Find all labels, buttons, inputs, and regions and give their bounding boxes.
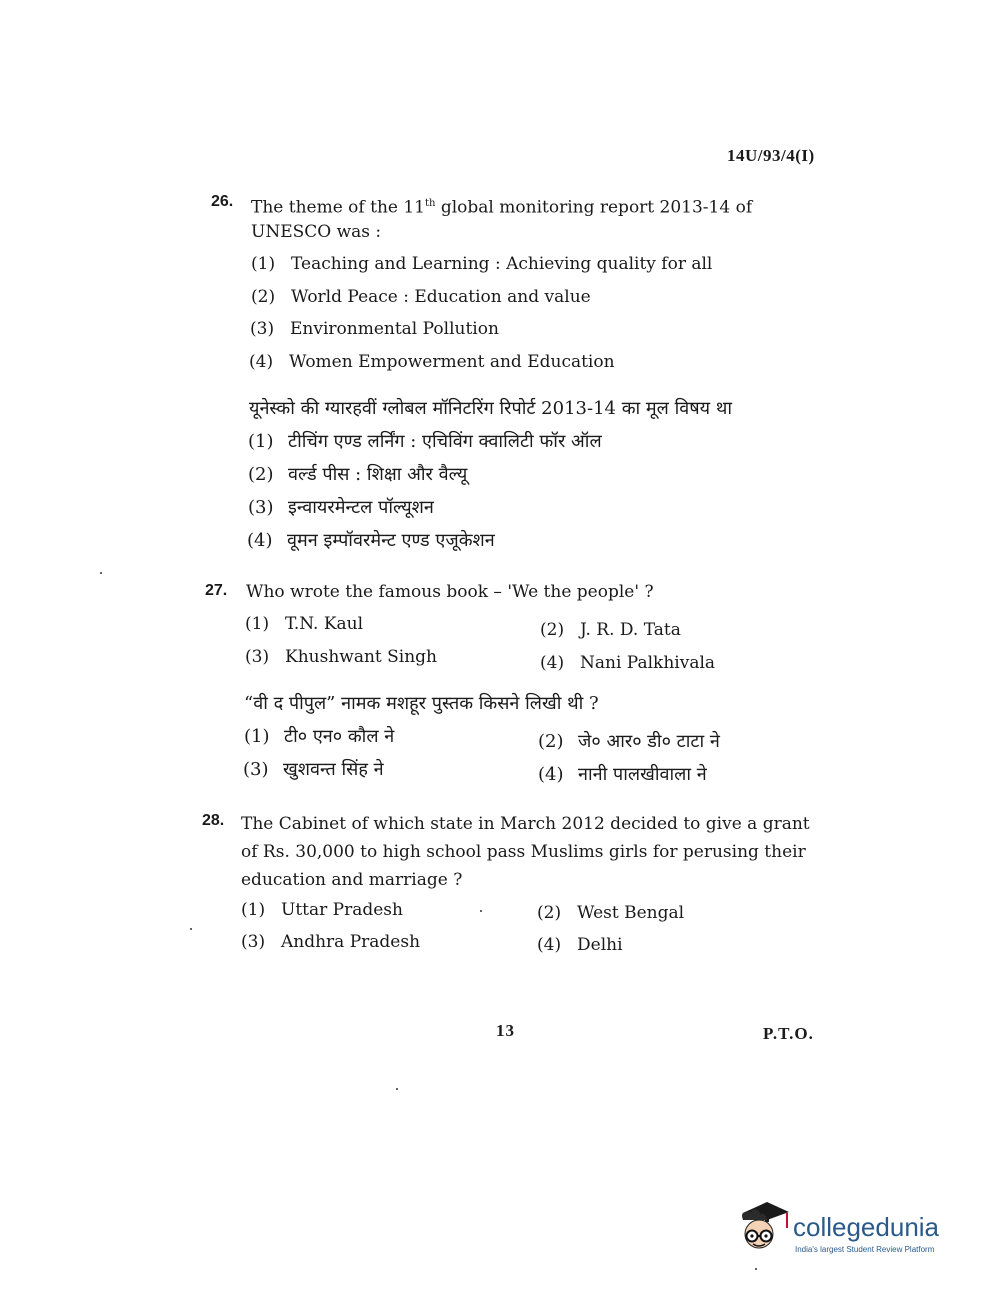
question-text: Who wrote the famous book – 'We the people' ? (246, 582, 654, 602)
option (251, 254, 712, 274)
option-number: (1) (244, 726, 270, 747)
option-text: Delhi (577, 935, 623, 955)
option-hindi (248, 462, 467, 486)
mascot-icon (735, 1198, 791, 1260)
option-hindi (538, 729, 720, 753)
option-text: Teaching and Learning : Achieving quality for all (291, 254, 713, 274)
scan-speck (100, 572, 102, 574)
option (245, 614, 363, 634)
option-number: (4) (247, 530, 273, 551)
ordinal-suffix: th (424, 198, 436, 209)
option-number: (2) (537, 903, 562, 923)
option-number: (1) (251, 254, 276, 274)
option-number: (3) (245, 647, 270, 667)
option-hindi (247, 528, 495, 552)
option-text: T.N. Kaul (285, 614, 364, 634)
option-text: Nani Palkhivala (580, 653, 716, 673)
option-hindi (538, 762, 707, 786)
question-text-part: The theme of the 11 (251, 197, 425, 218)
scan-speck (480, 910, 482, 912)
option-text: Women Empowerment and Education (289, 352, 615, 372)
option (241, 900, 403, 920)
option-number: (1) (245, 614, 270, 634)
option-number: (2) (251, 287, 276, 307)
option (540, 620, 681, 640)
scan-speck (190, 928, 192, 930)
collegedunia-watermark (735, 1198, 965, 1260)
option (537, 903, 684, 923)
question-text: The Cabinet of which state in March 2012 decided to give a grant of Rs. 30,000 to high school pass Muslims girls for perusing their education and marriage ? (241, 814, 810, 890)
option-text: J. R. D. Tata (580, 620, 681, 640)
question-number: 28. (202, 812, 225, 829)
option (249, 352, 615, 372)
question-number: 27. (205, 582, 228, 599)
option-number: (3) (250, 319, 275, 339)
option-text: इन्वायरमेन्टल पॉल्यूशन (288, 497, 434, 518)
option-number: (3) (241, 932, 266, 952)
option (251, 287, 591, 307)
option-hindi (248, 429, 602, 453)
option-text: खुशवन्त सिंह ने (283, 759, 384, 780)
option-hindi (243, 757, 384, 781)
option-number: (4) (249, 352, 274, 372)
option-text: टीचिंग एण्ड लर्निंग : एचिविंग क्वालिटी फॉर ऑल (288, 431, 602, 452)
option (245, 647, 437, 667)
question-number: 26. (211, 193, 234, 210)
option (250, 319, 499, 339)
option-number: (2) (248, 464, 274, 485)
option-number: (4) (537, 935, 562, 955)
question-text (251, 192, 833, 244)
pto-label: P.T.O. (763, 1024, 814, 1043)
option-text: Environmental Pollution (290, 319, 499, 339)
option-text: जे० आर० डी० टाटा ने (578, 731, 720, 752)
option-number: (1) (241, 900, 266, 920)
option-text: Khushwant Singh (285, 647, 438, 667)
option-number: (4) (538, 764, 564, 785)
option-text: Andhra Pradesh (281, 932, 421, 952)
question-text-hindi: यूनेस्को की ग्यारहवीं ग्लोबल मॉनिटरिंग रिपोर्ट 2013-14 का मूल विषय था (249, 398, 732, 419)
option-number: (3) (248, 497, 274, 518)
option-number: (2) (540, 620, 565, 640)
option-number: (1) (248, 431, 274, 452)
question-text-part: global monitoring report 2013-14 of UNESCO was : (251, 197, 753, 242)
option-text: West Bengal (577, 903, 685, 923)
option-number: (3) (243, 759, 269, 780)
scan-speck (396, 1088, 398, 1090)
paper-code: 14U/93/4(I) (727, 146, 815, 165)
option (540, 653, 715, 673)
option-text: नानी पालखीवाला ने (578, 764, 707, 785)
option-hindi (244, 724, 394, 748)
option-number: (4) (540, 653, 565, 673)
option-text: टी० एन० कौल ने (284, 726, 395, 747)
page-number: 13 (496, 1021, 515, 1040)
option (241, 932, 420, 952)
option (537, 935, 623, 955)
scan-speck (755, 1268, 757, 1270)
question-text-hindi: “वी द पीपुल” नामक मशहूर पुस्तक किसने लिखी थी ? (244, 693, 599, 714)
option-number: (2) (538, 731, 564, 752)
option-text: वूमन इम्पॉवरमेन्ट एण्ड एजूकेशन (287, 530, 495, 551)
option-hindi (248, 495, 434, 519)
brand-name: collegedunia (793, 1212, 940, 1242)
option-text: वर्ल्ड पीस : शिक्षा और वैल्यू (288, 464, 468, 485)
option-text: World Peace : Education and value (291, 287, 591, 307)
brand-tagline: India's largest Student Review Platform (795, 1245, 935, 1254)
option-text: Uttar Pradesh (281, 900, 403, 920)
